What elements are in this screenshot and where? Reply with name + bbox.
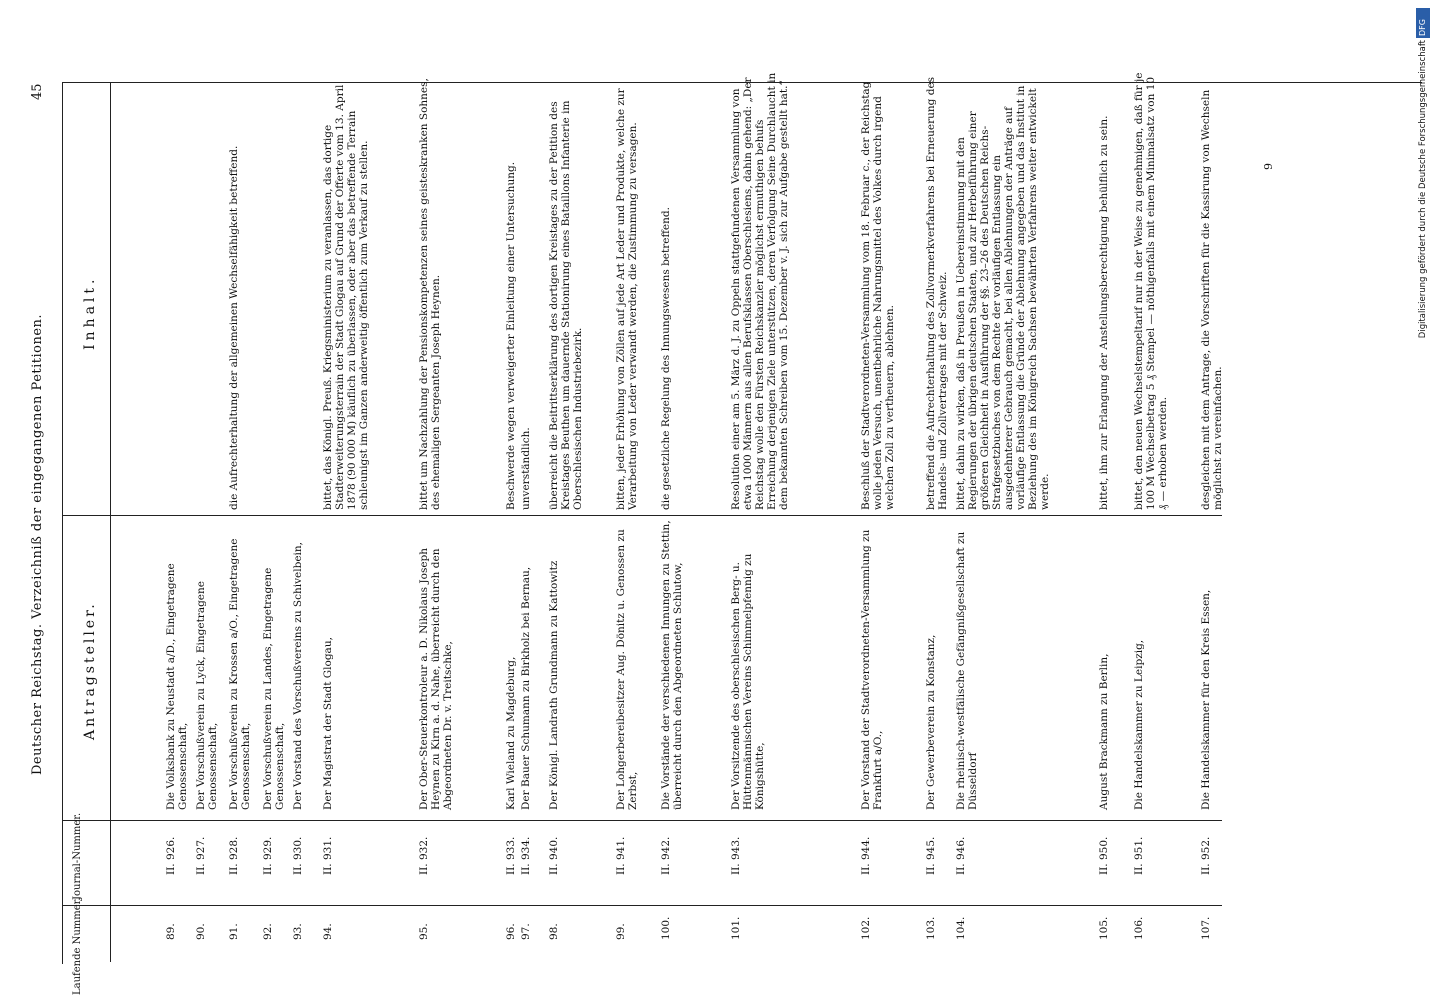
row-number: 98. [548, 923, 560, 940]
row-antragsteller: Der Königl. Landrath Grundmann zu Kattowitz [548, 560, 560, 810]
row-inhalt: bittet, dahin zu wirken, daß in Preußen in Uebereinstimmung mit den Regierungen der übrigen deutschen Staaten, und zur Herbeiführung einer größeren Gleichheit in Ausführung der §§. 23–26 des Deutschen Reichs-Strafgesetzbuches von dem Rechte der vorläufigen Entlassung ein ausgedehnterer Gebrauch gemacht, bei allen Ablehnungen der Anträge auf vorläufige Entlassung die Gründe der Ablehnung angegeben und das Institut in Beziehung des im Königreich Sachsen bewährten Verfahrens weiter entwickelt werde. [955, 85, 1051, 510]
row-antragsteller: Die Volksbank zu Neustadt a/D., Eingetragene Genossenschaft, [165, 563, 189, 810]
row-journal: II. 931. [322, 836, 334, 875]
row-number: 91. [228, 923, 240, 940]
rule-col-antragsteller [62, 820, 1222, 821]
col-head-antragsteller: Antragsteller. [82, 601, 98, 740]
row-inhalt: die Aufrechterhaltung der allgemeinen Wechselfähigkeit betreffend. [228, 145, 240, 510]
row-number: 99. [615, 923, 627, 940]
row-journal: II. 932. [418, 836, 430, 875]
row-antragsteller: Der Ober-Steuerkontroleur a. D. Nikolaus Joseph Heynen zu Kirn a. d. Nahe, überreicht durch den Abgeordneten Dr. v. Treitschke, [418, 547, 454, 810]
row-number: 93. [292, 923, 304, 940]
dfg-logo [1416, 8, 1430, 38]
row-number: 106. [1133, 916, 1145, 940]
row-antragsteller: Karl Wieland zu Magdeburg, [505, 656, 517, 810]
rule-header-bottom [110, 82, 111, 962]
row-inhalt: desgleichen mit dem Antrage, die Vorschriften für die Kassirung von Wechseln möglichst zu vereinfachen. [1200, 89, 1224, 510]
row-inhalt: bittet, den neuen Wechselstempeltarif nur in der Weise zu genehmigen, daß für je 100 M Wechselbetrag 5 ₰ Stempel — nöthigenfalls mit einem Minimalsatz von 10 ₰ — erhoben werden. [1133, 72, 1169, 510]
row-inhalt: Beschluß der Stadtverordneten-Versammlung vom 18. Februar c., der Reichstag wolle jeden Versuch, unentbehrliche Nahrungsmittel des Volkes durch irgend welchen Zoll zu vertheuern, ablehnen. [860, 81, 896, 510]
row-antragsteller: Der Gewerbeverein zu Konstanz, [925, 634, 937, 810]
row-antragsteller: Der Bauer Schumann zu Birkholz bei Bernau, [520, 566, 532, 810]
row-inhalt: die gesetzliche Regelung des Innungswesens betreffend. [660, 207, 672, 510]
row-number: 95. [418, 923, 430, 940]
row-journal: II. 951. [1133, 836, 1145, 875]
row-number: 103. [925, 916, 937, 940]
row-journal: II. 929. [262, 836, 274, 875]
row-inhalt: Resolution einer am 5. März d. J. zu Oppeln stattgefundenen Versammlung von etwa 1000 Männern aus allen Berufsklassen Oberschlesiens, dahin gehend: „Der Reichstag wolle den Fürsten Reichskanzler möglichst ermuthigen behufs Erreichung derjenigen Ziele unterstützen, deren Verfolgung Seine Durchlaucht in dem bekannten Schreiben vom 15. Dezember v. J. sich zur Aufgabe gestellt hat.“ [730, 72, 790, 510]
row-number: 107. [1200, 916, 1212, 940]
row-antragsteller: Der Vorstand der Stadtverordneten-Versammlung zu Frankfurt a/O., [860, 529, 884, 810]
row-journal: II. 943. [730, 836, 742, 875]
row-journal: II. 946. [955, 836, 967, 875]
row-inhalt: bitten, jeder Erhöhung von Zöllen auf jede Art Leder und Produkte, welche zur Verarbeitung von Leder verwandt werden, die Zustimmung zu versagen. [615, 88, 639, 510]
row-antragsteller: Der Magistrat der Stadt Glogau, [322, 637, 334, 810]
row-number: 89. [165, 923, 177, 940]
row-number: 105. [1098, 916, 1110, 940]
row-journal: II. 941. [615, 836, 627, 875]
row-antragsteller: Der Vorsitzende des oberschlesischen Berg- u. Hüttenmännischen Vereins Schimmelpfennig zu Königshütte, [730, 553, 766, 810]
row-number: 92. [262, 923, 274, 940]
row-antragsteller: Die Vorstände der verschiedenen Innungen zu Stettin, überreicht durch den Abgeordneten Schlutow, [660, 520, 684, 810]
row-number: 90. [195, 923, 207, 940]
row-journal: II. 928. [228, 836, 240, 875]
row-journal: II. 926. [165, 836, 177, 875]
rule-col-inhalt [62, 515, 1222, 516]
row-journal: II. 945. [925, 836, 937, 875]
row-number: 101. [730, 916, 742, 940]
row-journal: II. 940. [548, 836, 560, 875]
row-antragsteller: Die rheinisch-westfälische Gefängnißgesellschaft zu Düsseldorf [955, 531, 979, 810]
row-antragsteller: Der Vorstand des Vorschußvereins zu Schivelbein, [292, 541, 304, 810]
row-antragsteller: Der Lohgerbereibesitzer Aug. Dönitz u. Genossen zu Zerbst, [615, 529, 639, 810]
row-antragsteller: Die Handelskammer für den Kreis Essen, [1200, 589, 1212, 810]
row-inhalt: bittet um Nachzahlung der Pensionskompetenzen seines geisteskranken Sohnes, des ehemaligen Sergeanten Joseph Heynen. [418, 78, 442, 510]
col-head-lfd: Laufende Nummer. [72, 897, 83, 995]
rule-col-journal [62, 905, 1222, 906]
digitization-note: Digitalisierung gefördert durch die Deutsche Forschungsgemeinschaft [1418, 40, 1428, 339]
row-antragsteller: Der Vorschußverein zu Krossen a/O., Eingetragene Genossenschaft, [228, 538, 252, 810]
page-number: 45 [30, 83, 45, 100]
row-inhalt: unverständlich. [520, 427, 532, 510]
row-antragsteller: Der Vorschußverein zu Landes, Eingetragene Genossenschaft, [262, 567, 286, 810]
row-inhalt: bittet, ihm zur Erlangung der Anstellungsberechtigung behülflich zu sein. [1098, 115, 1110, 510]
row-antragsteller: August Brackmann zu Berlin, [1098, 653, 1110, 810]
row-inhalt: bittet, das Königl. Preuß. Kriegsministerium zu veranlassen, das dortige Stadterweiterungsterrain der Stadt Glogau auf Grund der Offerte vom 13. April 1878 (90 000 M) käuflich zu überlassen, oder aber das betreffende Terrain schleunigst im Ganzen anderweitig öffentlich zum Verkauf zu stellen. [322, 84, 370, 510]
row-journal: II. 934. [520, 836, 532, 875]
row-number: 97. [520, 923, 532, 940]
row-number: 102. [860, 916, 872, 940]
row-number: 94. [322, 923, 334, 940]
row-journal: II. 952. [1200, 836, 1212, 875]
row-journal: II. 950. [1098, 836, 1110, 875]
row-journal: II. 930. [292, 836, 304, 875]
col-head-journal: Journal-Nummer. [72, 812, 83, 900]
row-inhalt: betreffend die Aufrechterhaltung des Zollvormerkverfahrens bei Erneuerung des Handels- und Zollvertrages mit der Schweiz. [925, 76, 949, 510]
row-journal: II. 933. [505, 836, 517, 875]
row-antragsteller: Der Vorschußverein zu Lyck, Eingetragene Genossenschaft, [195, 581, 219, 810]
signature-mark: 9 [1262, 163, 1275, 170]
row-journal: II. 942. [660, 836, 672, 875]
row-antragsteller: Die Handelskammer zu Leipzig, [1133, 639, 1145, 810]
row-number: 100. [660, 916, 672, 940]
col-head-inhalt: Inhalt. [82, 275, 98, 350]
row-inhalt: überreicht die Beitrittserklärung des dortigen Kreistages zu der Petition des Kreistages Beuthen um dauernde Stationirung eines Bataillons Infanterie im Oberschlesischen Industriebezirk. [548, 100, 584, 510]
row-inhalt: Beschwerde wegen verweigerter Einleitung einer Untersuchung. [505, 161, 517, 510]
row-number: 104. [955, 916, 967, 940]
dfg-logo-text: DFG [1418, 19, 1427, 36]
row-journal: II. 944. [860, 836, 872, 875]
row-number: 96. [505, 923, 517, 940]
rule-header-top [62, 82, 63, 962]
page-header: Deutscher Reichstag. Verzeichniß der eingegangenen Petitionen. [30, 313, 45, 775]
row-journal: II. 927. [195, 836, 207, 875]
